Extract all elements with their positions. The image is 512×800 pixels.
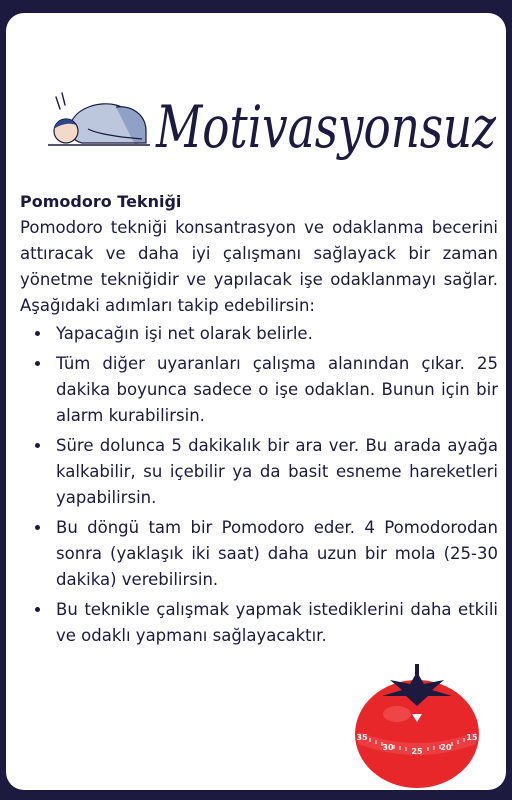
logo — [152, 69, 502, 169]
info-card — [6, 13, 506, 790]
tomato-timer-icon — [352, 658, 482, 790]
dial-number: 15 — [466, 733, 478, 742]
dial-number: 20 — [440, 743, 452, 752]
list-item: • Süre dolunca 5 dakikalık bir ara ver. Bu arada ayağa kalkabilir, su içebilir ya da basit esneme hareketleri yapabilirsin. — [52, 433, 498, 511]
steps-list — [20, 321, 498, 649]
dial-number: 35 — [356, 733, 368, 742]
list-item: • Tüm diğer uyaranları çalışma alanından çıkar. 25 dakika boyunca sadece o işe odaklan. Bunun için bir alarm kurabilirsin. — [52, 351, 498, 429]
article — [20, 189, 498, 653]
logo-text: Motivasyonsuz — [155, 93, 497, 161]
article-title: Pomodoro Tekniği — [20, 192, 182, 211]
bowing-person-illustration — [42, 85, 154, 155]
dial-number: 25 — [411, 747, 423, 756]
dial-number: 30 — [382, 743, 394, 752]
header — [6, 13, 506, 183]
list-item: • Bu teknikle çalışmak yapmak istediklerini daha etkili ve odaklı yapmanı sağlayacaktır. — [52, 597, 498, 649]
list-item: • Bu döngü tam bir Pomodoro eder. 4 Pomodorodan sonra (yaklaşık iki saat) daha uzun bir mola (25-30 dakika) verebilirsin. — [52, 515, 498, 593]
article-intro: Pomodoro tekniği konsantrasyon ve odaklanma becerini attıracak ve daha iyi çalışmanı sağlayack bir zaman yönetme tekniğidir ve yapılacak işe odaklanmayı sağlar. Aşağıdaki adımları takip edebilirsin: — [20, 218, 498, 315]
logo-wordmark — [152, 69, 502, 169]
list-item: • Yapacağın işi net olarak belirle. — [52, 321, 498, 347]
